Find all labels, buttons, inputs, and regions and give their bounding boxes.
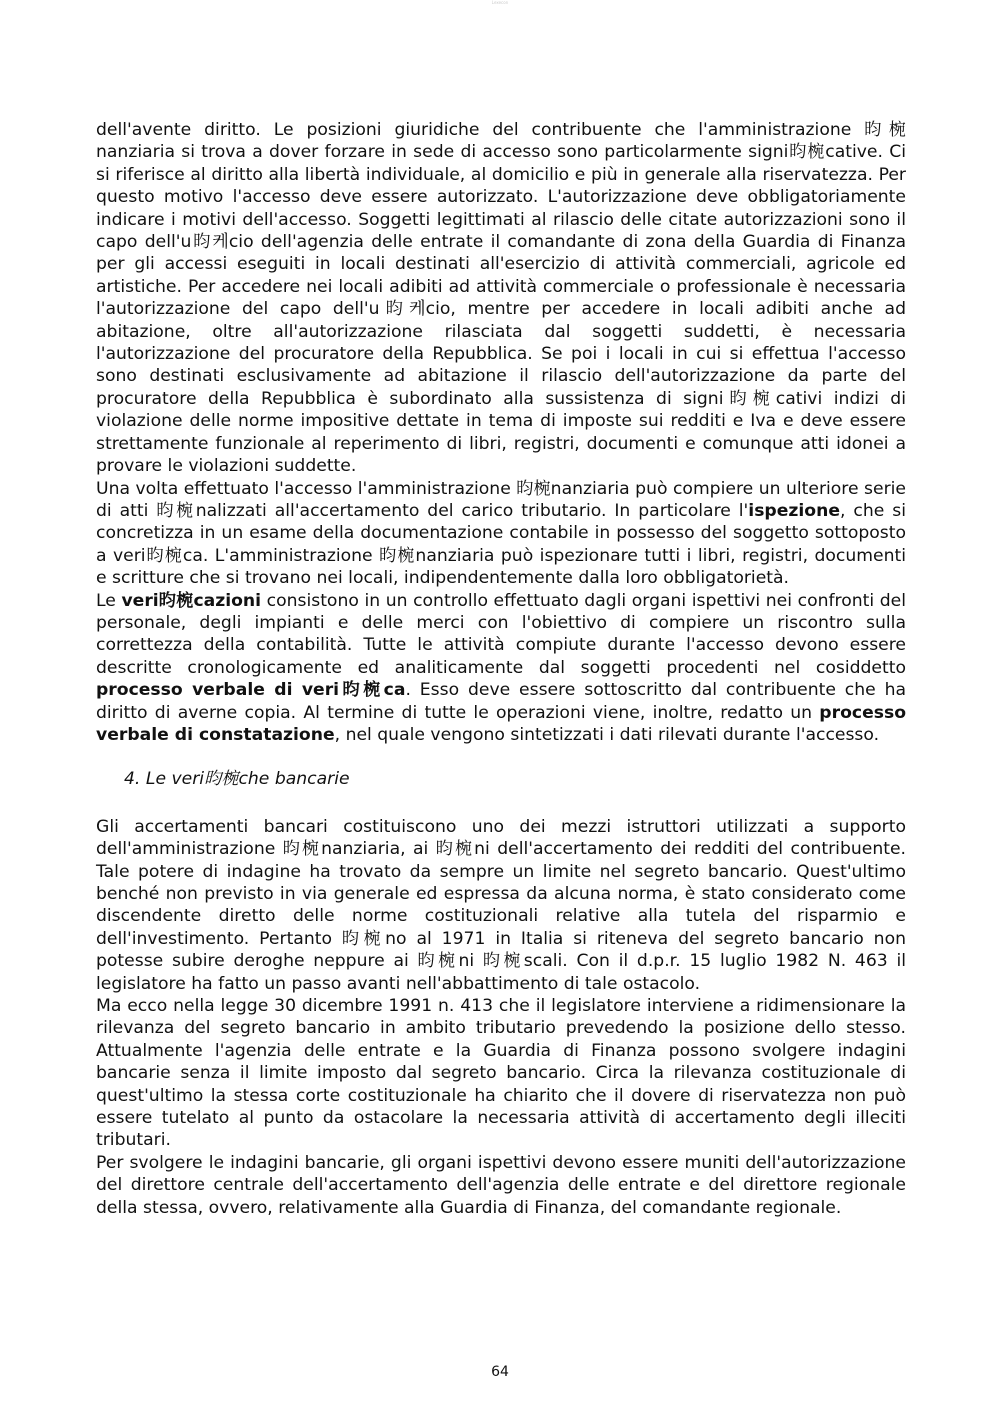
- paragraph-inspection: [96, 478, 906, 590]
- paragraph-law-413: Ma ecco nella legge 30 dicembre 1991 n. 413 che il legislatore interviene a ridimensionare la rilevanza del segreto bancario in ambito tributario prevedendo la posizione dello stesso. Attualmente l'agenzia delle entrate e la Guardia di Finanza possono svolgere indagini bancarie senza il limite imposto dal segreto bancario. Circa la rilevanza costituzionale di quest'ultimo la stessa corte costituzionale ha chiarito che il dovere di riservatezza non può essere tutelato al punto da ostacolare la necessaria attività di accertamento degli illeciti tributari.: [96, 996, 906, 1151]
- section-heading: 4. Le veri昀椀che bancarie: [124, 769, 350, 790]
- header-mark: Lexecon: [491, 0, 509, 5]
- text-run: , che si concretizza in un esame della documentazione contabile in possesso del soggetto sottoposto a veri昀椀ca. L'amministrazione 昀椀nanziaria può ispezionare tutti i libri, registri, documenti e scritture che si trovano nei locali, indipendentemente dalla loro obbligatorietà.: [96, 500, 906, 589]
- paragraph-verifications: [96, 590, 906, 747]
- bold-term-verbale-verifica: processo verbale di veri昀椀ca: [96, 680, 406, 701]
- text-run: Una volta effettuato l'accesso l'amministrazione 昀椀nanziaria può compiere un ulteriore serie di atti 昀椀nalizzati all'accertamento del carico tributario. In particolare l': [96, 478, 906, 521]
- bold-term-verificazioni: veri昀椀cazioni: [121, 590, 262, 611]
- text-run: consistono in un controllo effettuato dagli organi ispettivi nei confronti del personale, degli impianti e delle merci con l'obiettivo di compiere un riscontro sulla correttezza della contabilità. Tutte le attività compiute durante l'accesso devono essere descritte cronologicamente ed analiticamente dal soggetti procedenti nel cosiddetto: [96, 590, 906, 678]
- text-run: Le: [96, 590, 122, 611]
- paragraph-authorization-bank: Per svolgere le indagini bancarie, gli organi ispettivi devono essere muniti dell'autorizzazione del direttore centrale dell'accertamento dell'agenzia delle entrate e del direttore regionale della stessa, ovvero, relativamente alla Guardia di Finanza, del comandante regionale.: [96, 1152, 906, 1218]
- paragraph-bank-checks: Gli accertamenti bancari costituiscono uno dei mezzi istruttori utilizzati a supporto dell'amministrazione 昀椀nanziaria, ai 昀椀ni dell'accertamento dei redditi del contribuente. Tale potere di indagine ha trovato da sempre un limite nel segreto bancario. Quest'ultimo benché non previsto in via generale ed espressa da alcuna norma, è stato considerato come discendente diretto delle norme costituzionali relative alla tutela del risparmio e dell'investimento. Pertanto 昀椀no al 1971 in Italia si riteneva del segreto bancario non potesse subire deroghe neppure ai 昀椀ni 昀椀scali. Con il d.p.r. 15 luglio 1982 N. 463 il legislatore ha fatto un passo avanti nell'abbattimento di tale ostacolo.: [96, 816, 906, 994]
- text-run: , nel quale vengono sintetizzati i dati rilevati durante l'accesso.: [334, 724, 880, 745]
- bold-term-verbale-constatazione: processo verbale di constatazione: [96, 702, 906, 745]
- bold-term-ispezione: ispezione: [748, 500, 840, 521]
- body-text: [96, 119, 906, 1219]
- text-run: . Esso deve essere sottoscritto dal contribuente che ha diritto di averne copia. Al termine di tutte le operazioni viene, inoltre, redatto un: [96, 680, 907, 723]
- paragraph-access-authorization: dell'avente diritto. Le posizioni giuridiche del contribuente che l'amministrazione 昀椀nanziaria si trova a dover forzare in sede di accesso sono particolarmente signi昀椀cative. Ci si riferisce al diritto alla libertà individuale, al domicilio e più in generale alla riservatezza. Per questo motivo l'accesso deve essere autorizzato. L'autorizzazione deve obbligatoriamente indicare i motivi dell'accesso. Soggetti legittimati al rilascio delle citate autorizzazioni sono il capo dell'u昀케cio dell'agenzia delle entrate il comandante di zona della Guardia di Finanza per gli accessi eseguiti in locali destinati all'esercizio di attività commerciali, agricole ed artistiche. Per accedere nei locali adibiti ad attività commerciale o professionale è necessaria l'autorizzazione del capo dell'u昀케cio, mentre per accedere in locali adibiti anche ad abitazione, oltre all'autorizzazione rilasciata dal soggetti suddetti, è necessaria l'autorizzazione del procuratore della Repubblica. Se poi i locali in cui si effettua l'accesso sono destinati esclusivamente ad abitazione il rilascio dell'autorizzazione da parte del procuratore della Repubblica è subordinato alla sussistenza di signi昀椀cativi indizi di violazione delle norme impositive dettate in tema di imposte sui redditi e Iva e deve essere strettamente funzionale al reperimento di libri, registri, documenti e comunque atti idonei a provare le violazioni suddette.: [96, 120, 906, 477]
- page-number: 64: [491, 1364, 509, 1380]
